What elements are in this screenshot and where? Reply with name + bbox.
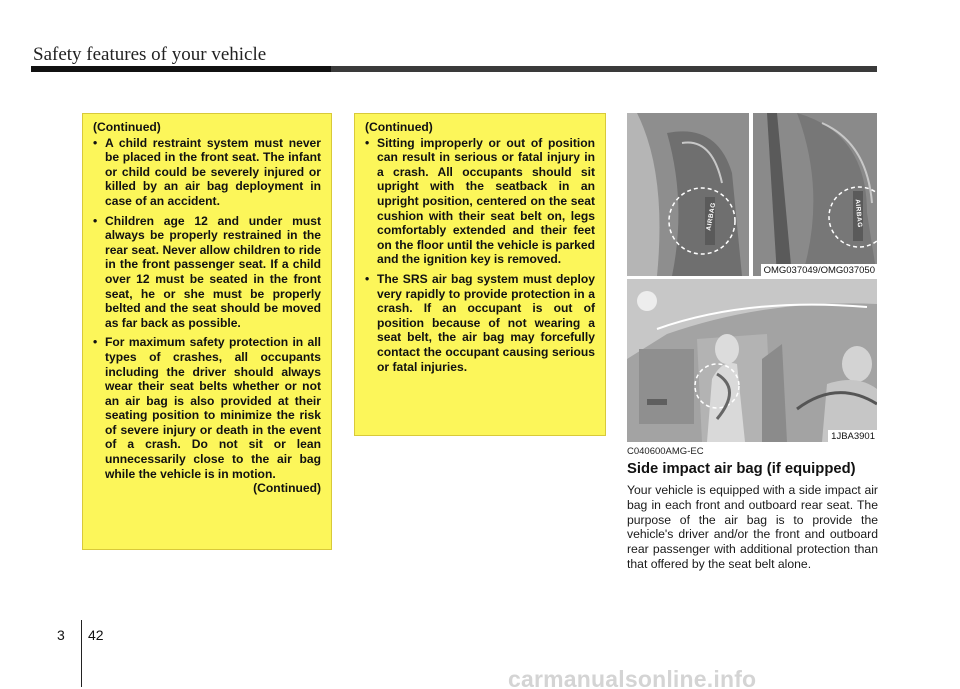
continued-label-end: (Continued) [253,481,321,496]
watermark: carmanualsonline.info [508,666,757,689]
airbag-tag-right: AIRBAG [853,198,864,229]
warning-item: • A child restraint system must never be placed in the front seat. The infant or child could be severely injured or killed by an air bag deployment in case of an accident. [93,136,321,209]
side-airbag-illustration [627,279,877,442]
continued-label: (Continued) [93,120,161,134]
section-body: Your vehicle is equipped with a side impact air bag in each front and outboard rear seat. The purpose of the air bag is to provide the vehicle's driver and/or the front and outboard rear passenger with additional protection than that offered by the seat belt alone. [627,483,878,571]
page-number: 42 [88,627,104,643]
warning-list [93,136,321,482]
chapter-number: 3 [57,627,65,643]
section-title: Side impact air bag (if equipped) [627,461,856,477]
page-header-title: Safety features of your vehicle [33,44,267,65]
footer-rule [81,620,82,687]
warning-item: • For maximum safety protection in all types of crashes, all occupants including the driver should always wear their seat belts whether or not an air bag is also provided at their seating position to minimize the risk of severe injury or death in the event of a crash. Do not sit or lean unnecessarily close to the air bag while the vehicle is in motion. [93,335,321,481]
figure-code-label: OMG037049/OMG037050 [761,264,877,276]
warning-item: • The SRS air bag system must deploy very rapidly to provide protection in a crash. If an occupant is out of position because of not wearing a seat belt, the air bag may forcefully contact the occupant causing serious or fatal injuries. [365,272,595,374]
warning-list [365,136,595,375]
figure-code-label: 1JBA3901 [828,430,877,442]
header-rule-accent [31,66,331,72]
warning-item: • Sitting improperly or out of position can result in serious or fatal injury in a crash. All occupants should sit upright with the seatback in an upright position, centered on the seat cushion with their seat belt on, legs comfortably extended and their feet on the floor until the vehicle is parked and the ignition key is removed. [365,136,595,267]
seat-airbag-illustration [627,113,877,276]
warning-item: • Children age 12 and under must always be properly restrained in the rear seat. Never allow children to ride in the front passenger seat. If a child over 12 must be seated in the front seat, he or she must be properly belted and the seat should be moved as far back as possible. [93,214,321,331]
warning-box-middle [354,113,606,436]
airbag-tag-left: AIRBAG [705,201,718,232]
figure-seat-airbag [627,113,877,276]
section-code: C040600AMG-EC [627,446,704,457]
continued-label: (Continued) [365,120,433,134]
warning-box-left [82,113,332,550]
figure-side-airbag-deployment [627,279,877,442]
